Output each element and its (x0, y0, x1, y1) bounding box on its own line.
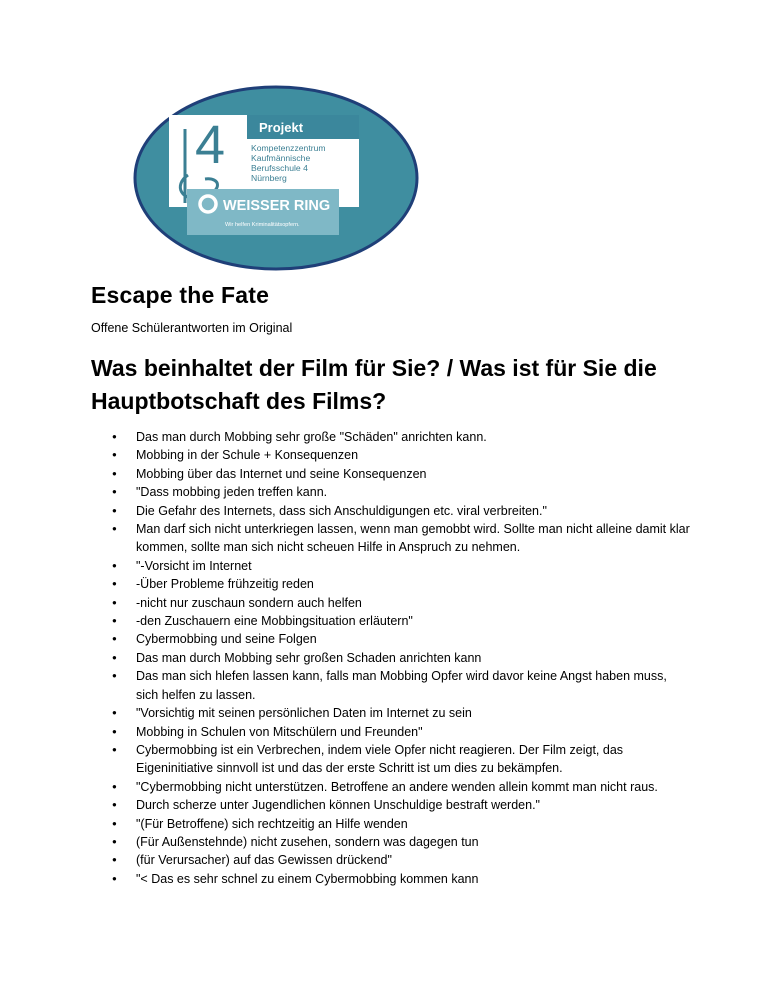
answer-item: ● -nicht nur zuschaun sondern auch helfen (90, 594, 690, 612)
answer-item: ● (für Verursacher) auf das Gewissen drückend" (90, 851, 690, 869)
answer-item: ● Mobbing über das Internet und seine Konsequenzen (90, 465, 690, 483)
answer-item: ● Man darf sich nicht unterkriegen lassen, wenn man gemobbt wird. Sollte man nicht alleine damit klar kommen, sollte man sich nicht scheuen Hilfe in Anspruch zu nehmen. (90, 520, 690, 557)
answer-item: ● Das man sich hlefen lassen kann, falls man Mobbing Opfer wird davor keine Angst haben muss, sich helfen zu lassen. (90, 667, 690, 704)
logo-number: 4 (195, 115, 226, 175)
answer-item: ● "-Vorsicht im Internet (90, 557, 690, 575)
answer-item: ● "< Das es sehr schnel zu einem Cybermobbing kommen kann (90, 870, 690, 888)
logo-school-line: Nürnberg (251, 173, 287, 183)
answer-item: ● -den Zuschauern eine Mobbingsituation erläutern" (90, 612, 690, 630)
answers-list (90, 428, 690, 888)
question-heading: Was beinhaltet der Film für Sie? / Was ist für Sie die Hauptbotschaft des Films? (91, 355, 657, 414)
answer-item: ● "Cybermobbing nicht unterstützen. Betroffene an andere wenden allein kommt man nicht raus. (90, 778, 690, 796)
answer-item: ● Mobbing in der Schule + Konsequenzen (90, 446, 690, 464)
logo-school-line: Kompetenzzentrum (251, 143, 326, 153)
answer-item: ● -Über Probleme frühzeitig reden (90, 575, 690, 593)
answer-item: ● Die Gefahr des Internets, dass sich Anschuldigungen etc. viral verbreiten." (90, 502, 690, 520)
logo-project-label: Projekt (259, 120, 304, 135)
answer-item: ● Das man durch Mobbing sehr großen Schaden anrichten kann (90, 649, 690, 667)
document-subtitle: Offene Schülerantworten im Original (91, 321, 293, 335)
answer-item: ● Cybermobbing ist ein Verbrechen, indem viele Opfer nicht reagieren. Der Film zeigt, das Eigeninitiative sinnvoll ist und das der erste Schritt ist um dies zu bekämpfen. (90, 741, 690, 778)
logo-partner-tagline: Wir helfen Kriminalitätsopfern. (225, 222, 300, 228)
document-title: Escape the Fate (91, 282, 270, 308)
answer-item: ● "Dass mobbing jeden treffen kann. (90, 483, 690, 501)
project-logo (133, 85, 419, 271)
answer-item: ● Cybermobbing und seine Folgen (90, 630, 690, 648)
logo-partner-name: WEISSER RING (223, 198, 331, 214)
answer-item: ● "(Für Betroffene) sich rechtzeitig an Hilfe wenden (90, 815, 690, 833)
answer-item: ● "Vorsichtig mit seinen persönlichen Daten im Internet zu sein (90, 704, 690, 722)
logo-school-line: Kaufmännische (251, 153, 311, 163)
answer-item: ● Mobbing in Schulen von Mitschülern und Freunden" (90, 723, 690, 741)
answer-item: ● Das man durch Mobbing sehr große "Schäden" anrichten kann. (90, 428, 690, 446)
logo-school-line: Berufsschule 4 (251, 163, 308, 173)
answer-item: ● (Für Außenstehnde) nicht zusehen, sondern was dagegen tun (90, 833, 690, 851)
answer-item: ● Durch scherze unter Jugendlichen können Unschuldige bestraft werden." (90, 796, 690, 814)
